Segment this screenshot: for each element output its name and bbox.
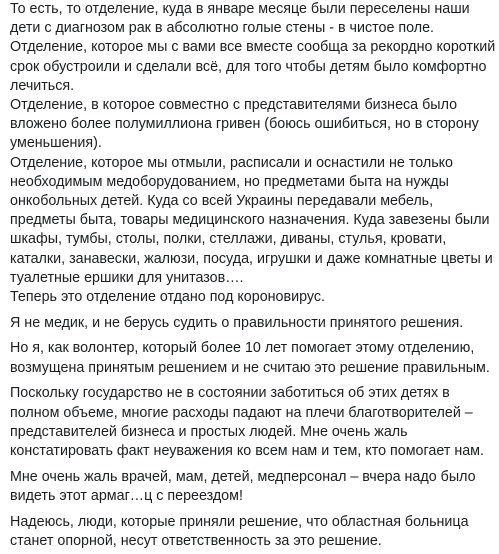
text-line: констатировать факт неуважения ко всем нам и тем, кто помогает нам. (10, 442, 484, 459)
text-line: онкобольных детей. Куда со всей Украины передавали мебель, (10, 193, 434, 210)
text-line: видеть этот армаг…ц с переездом! (10, 487, 243, 504)
post-paragraph-5 (10, 468, 495, 506)
post-paragraph-2 (10, 314, 495, 333)
text-line: вложено более полумиллиона гривен (боюсь ошибиться, но в сторону (10, 116, 479, 133)
text-line: Теперь это отделение отдано под короновирус. (10, 289, 325, 306)
text-line: Отделение, в которое совместно с представителями бизнеса было (10, 97, 458, 114)
text-line: туалетные ершики для унитазов…. (10, 269, 244, 286)
text-line: Поскольку государство не в состоянии заботиться об этих детях в (10, 385, 450, 402)
post-paragraph-3 (10, 339, 495, 377)
text-line: возмущена принятым решением и не считаю это решение правильным. (10, 359, 490, 376)
text-line: Мне очень жаль врачей, мам, детей, медперсонал – вчера надо было (10, 468, 476, 485)
text-line: срок обустроили и сделали всё, для того чтобы детям было комфортно (10, 58, 487, 75)
text-line: Отделение, которое мы отмыли, расписали и оснастили не только (10, 154, 454, 171)
text-line: уменьшения). (10, 135, 102, 152)
post-paragraph-4 (10, 384, 495, 461)
text-line: Надеюсь, люди, которые приняли решение, что областная больница (10, 513, 469, 530)
text-line: Отделение, которое мы с вами все вместе сообща за рекордно короткий (10, 39, 496, 56)
text-line: дети с диагнозом рак в абсолютно голые стены - в чистое поле. (10, 20, 435, 37)
text-line: предметы быта, товары медицинского назначения. Куда завезены были (10, 212, 490, 229)
text-line: каталки, занавески, жалюзи, посуда, игрушки и даже комнатные цветы и (10, 250, 493, 267)
text-line: представителей бизнеса и простых людей. Мне очень жаль (10, 423, 408, 440)
post-paragraph-1 (10, 0, 495, 307)
post-paragraph-6 (10, 513, 495, 551)
text-line: Но я, как волонтер, который более 10 лет помогает этому отделению, (10, 340, 475, 357)
text-line: шкафы, тумбы, столы, полки, стеллажи, диваны, стулья, кровати, (10, 231, 447, 248)
text-line: необходимым медоборудованием, но предметами быта на нужды (10, 173, 449, 190)
text-line: полном объеме, многие расходы падают на плечи благотворителей – (10, 404, 473, 421)
text-line: Я не медик, и не берусь судить о правильности принятого решения. (10, 314, 464, 331)
text-line: лечиться. (10, 77, 75, 94)
text-line: То есть, то отделение, куда в январе месяце были переселены наши (10, 1, 470, 17)
text-line: станет опорной, несут ответственность за это решение. (10, 532, 382, 549)
